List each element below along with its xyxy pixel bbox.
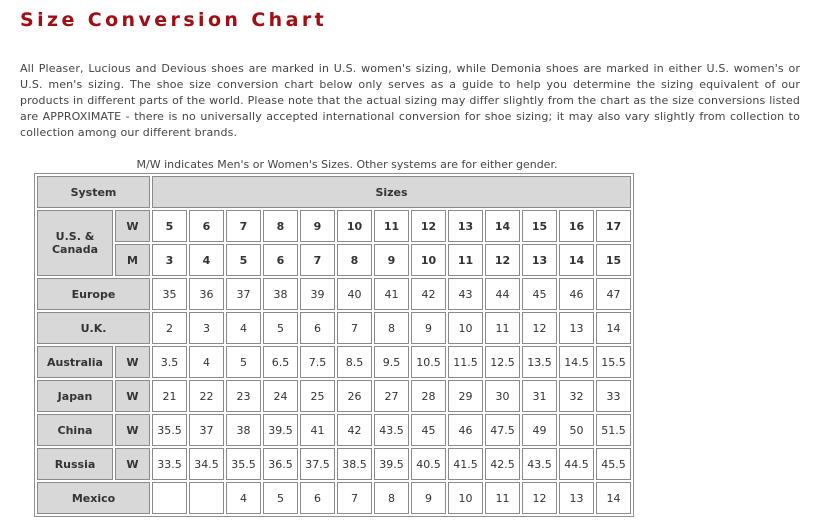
- size-cell: 7: [337, 312, 372, 344]
- size-cell: 8.5: [337, 346, 372, 378]
- size-cell: 45.5: [596, 448, 631, 480]
- size-cell: 12: [522, 482, 557, 514]
- size-cell: 13.5: [522, 346, 557, 378]
- size-cell: 11: [485, 312, 520, 344]
- china-row: [37, 414, 631, 446]
- japan-row: [37, 380, 631, 412]
- us-men-size-cell: 8: [337, 244, 372, 276]
- size-cell: 29: [448, 380, 483, 412]
- us-men-size-cell: 5: [226, 244, 261, 276]
- russia-label: Russia: [37, 448, 113, 480]
- us-men-row: [37, 244, 631, 276]
- us-men-size-cell: 10: [411, 244, 446, 276]
- size-cell: 38.5: [337, 448, 372, 480]
- us-women-size-cell: 15: [522, 210, 557, 242]
- table-caption: M/W indicates Men's or Women's Sizes. Other systems are for either gender.: [136, 158, 558, 171]
- size-cell: 2: [152, 312, 187, 344]
- size-cell: 10: [448, 312, 483, 344]
- size-cell: 40.5: [411, 448, 446, 480]
- size-cell: 39.5: [263, 414, 298, 446]
- size-cell: 9: [411, 482, 446, 514]
- size-cell: 44: [485, 278, 520, 310]
- size-cell: 31: [522, 380, 557, 412]
- size-cell: 7.5: [300, 346, 335, 378]
- size-cell: 36: [189, 278, 224, 310]
- japan-label: Japan: [37, 380, 113, 412]
- us-women-size-cell: 7: [226, 210, 261, 242]
- size-cell: 5: [263, 312, 298, 344]
- us-men-size-cell: 15: [596, 244, 631, 276]
- size-cell: 40: [337, 278, 372, 310]
- size-cell: 36.5: [263, 448, 298, 480]
- russia-row: [37, 448, 631, 480]
- size-cell: 35: [152, 278, 187, 310]
- size-cell: 33.5: [152, 448, 187, 480]
- size-cell: 4: [226, 482, 261, 514]
- china-label: China: [37, 414, 113, 446]
- intro-paragraph: All Pleaser, Lucious and Devious shoes are marked in U.S. women's sizing, while Demonia shoes are marked in either U.S. women's or U.S. men's sizing. The shoe size conversion chart below only serves as a guide to help you determine the sizing equivalent of our products in different parts of the world. Please note that the actual sizing may differ slightly from the chart as the size conversions listed are APPROXIMATE - there is no universally accepted international conversion for shoe sizing; it may also vary slightly from collection to collection among our different brands.: [20, 62, 800, 139]
- size-cell: 39: [300, 278, 335, 310]
- us-men-size-cell: 9: [374, 244, 409, 276]
- us-men-size-cell: 13: [522, 244, 557, 276]
- us-men-indicator: M: [115, 244, 150, 276]
- us-men-size-cell: 6: [263, 244, 298, 276]
- size-cell: 34.5: [189, 448, 224, 480]
- system-header: System: [37, 176, 150, 208]
- size-cell: 5: [263, 482, 298, 514]
- us-women-size-cell: 16: [559, 210, 594, 242]
- size-cell: 14.5: [559, 346, 594, 378]
- size-cell: 43.5: [522, 448, 557, 480]
- size-cell: 47: [596, 278, 631, 310]
- size-cell: 22: [189, 380, 224, 412]
- australia-gender-indicator: W: [115, 346, 150, 378]
- size-cell: 15.5: [596, 346, 631, 378]
- russia-gender-indicator: W: [115, 448, 150, 480]
- size-cell: 4: [189, 346, 224, 378]
- page-title: Size Conversion Chart: [20, 9, 328, 31]
- europe-label: Europe: [37, 278, 150, 310]
- size-cell: 9.5: [374, 346, 409, 378]
- europe-row: [37, 278, 631, 310]
- size-cell: 32: [559, 380, 594, 412]
- us-canada-label: U.S. & Canada: [37, 210, 113, 276]
- australia-row: [37, 346, 631, 378]
- size-cell: 37.5: [300, 448, 335, 480]
- size-cell: 3.5: [152, 346, 187, 378]
- size-cell: 38: [226, 414, 261, 446]
- size-cell: 8: [374, 482, 409, 514]
- size-cell: 12.5: [485, 346, 520, 378]
- size-cell: 46: [559, 278, 594, 310]
- us-men-size-cell: 3: [152, 244, 187, 276]
- size-cell: 13: [559, 312, 594, 344]
- size-cell: 28: [411, 380, 446, 412]
- us-women-size-cell: 14: [485, 210, 520, 242]
- size-cell: 6: [300, 482, 335, 514]
- size-cell: 10.5: [411, 346, 446, 378]
- size-cell: 51.5: [596, 414, 631, 446]
- us-men-size-cell: 4: [189, 244, 224, 276]
- us-women-size-cell: 8: [263, 210, 298, 242]
- size-cell: 45: [522, 278, 557, 310]
- us-women-size-cell: 11: [374, 210, 409, 242]
- size-cell: 13: [559, 482, 594, 514]
- mexico-row: [37, 482, 631, 514]
- size-cell: 14: [596, 482, 631, 514]
- china-gender-indicator: W: [115, 414, 150, 446]
- us-women-size-cell: 6: [189, 210, 224, 242]
- size-cell: 4: [226, 312, 261, 344]
- us-women-size-cell: 17: [596, 210, 631, 242]
- australia-label: Australia: [37, 346, 113, 378]
- size-cell: 43: [448, 278, 483, 310]
- size-cell: 41: [374, 278, 409, 310]
- size-cell: 38: [263, 278, 298, 310]
- size-cell: 35.5: [226, 448, 261, 480]
- us-women-size-cell: 9: [300, 210, 335, 242]
- us-women-size-cell: 13: [448, 210, 483, 242]
- size-cell: 42.5: [485, 448, 520, 480]
- us-men-size-cell: 11: [448, 244, 483, 276]
- size-cell: 46: [448, 414, 483, 446]
- size-cell: 44.5: [559, 448, 594, 480]
- table-header-row: [37, 176, 631, 208]
- size-cell: 10: [448, 482, 483, 514]
- size-cell: 41.5: [448, 448, 483, 480]
- size-cell: 42: [337, 414, 372, 446]
- size-cell: 30: [485, 380, 520, 412]
- size-cell: 11: [485, 482, 520, 514]
- us-women-indicator: W: [115, 210, 150, 242]
- size-cell: 33: [596, 380, 631, 412]
- size-cell: [152, 482, 187, 514]
- size-cell: 45: [411, 414, 446, 446]
- size-cell: 47.5: [485, 414, 520, 446]
- u-k-label: U.K.: [37, 312, 150, 344]
- sizes-header: Sizes: [152, 176, 631, 208]
- size-cell: 37: [189, 414, 224, 446]
- size-cell: 21: [152, 380, 187, 412]
- mexico-label: Mexico: [37, 482, 150, 514]
- size-cell: 27: [374, 380, 409, 412]
- us-men-size-cell: 12: [485, 244, 520, 276]
- size-cell: 26: [337, 380, 372, 412]
- size-cell: 42: [411, 278, 446, 310]
- size-cell: 6.5: [263, 346, 298, 378]
- size-cell: 37: [226, 278, 261, 310]
- size-cell: 6: [300, 312, 335, 344]
- u-k-row: [37, 312, 631, 344]
- size-cell: 23: [226, 380, 261, 412]
- size-cell: [189, 482, 224, 514]
- size-cell: 5: [226, 346, 261, 378]
- us-women-size-cell: 12: [411, 210, 446, 242]
- us-men-size-cell: 14: [559, 244, 594, 276]
- size-cell: 11.5: [448, 346, 483, 378]
- size-cell: 35.5: [152, 414, 187, 446]
- size-cell: 39.5: [374, 448, 409, 480]
- japan-gender-indicator: W: [115, 380, 150, 412]
- size-cell: 3: [189, 312, 224, 344]
- size-cell: 49: [522, 414, 557, 446]
- size-cell: 14: [596, 312, 631, 344]
- size-cell: 7: [337, 482, 372, 514]
- size-cell: 24: [263, 380, 298, 412]
- us-women-size-cell: 5: [152, 210, 187, 242]
- us-women-row: [37, 210, 631, 242]
- size-cell: 9: [411, 312, 446, 344]
- size-cell: 50: [559, 414, 594, 446]
- size-conversion-table: [34, 173, 634, 517]
- size-cell: 43.5: [374, 414, 409, 446]
- size-cell: 8: [374, 312, 409, 344]
- us-women-size-cell: 10: [337, 210, 372, 242]
- us-men-size-cell: 7: [300, 244, 335, 276]
- size-cell: 25: [300, 380, 335, 412]
- size-cell: 41: [300, 414, 335, 446]
- size-cell: 12: [522, 312, 557, 344]
